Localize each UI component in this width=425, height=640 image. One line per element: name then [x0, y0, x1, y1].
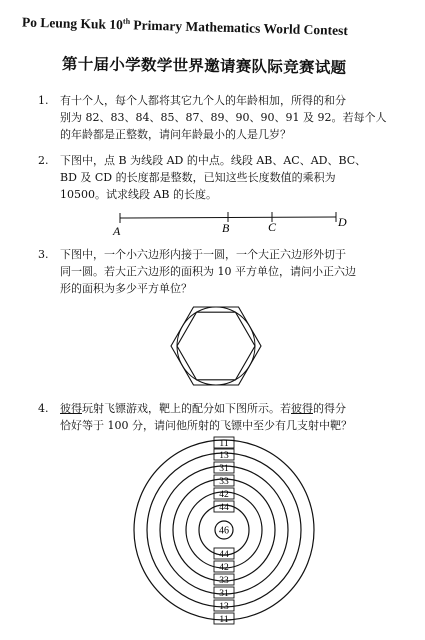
- center-score-label: 46: [219, 525, 229, 537]
- score-label: 33: [219, 477, 229, 487]
- question-number: 4.: [38, 402, 49, 415]
- large-hexagon: [171, 307, 261, 385]
- line-segment-diagram: [100, 208, 360, 238]
- score-label: 44: [219, 503, 229, 513]
- point-b-label: B: [222, 221, 230, 235]
- score-label: 13: [219, 451, 229, 461]
- question-number: 2.: [38, 154, 49, 167]
- score-label: 31: [219, 589, 229, 599]
- score-label: 42: [219, 490, 229, 500]
- score-label: 13: [219, 602, 229, 612]
- question-text: 彼得玩射飞镖游戏，靶上的配分如下图所示。若彼得的得分 恰好等于 100 分，请问他所射的飞镖中至少有几支射中靶？: [60, 402, 352, 432]
- score-label: 42: [219, 563, 229, 573]
- point-c-label: C: [268, 220, 277, 234]
- question-text: 下图中，点 B 为线段 AD 的中点。线段 AB、AC、AD、BC、 BD 及 CD 的长度都是整数，已知这些长度数值的乘积为 10500。试求线段 AB 的长度。: [60, 154, 367, 201]
- contest-title-zh: 第十届小学数学世界邀请赛队际竞赛试题: [61, 54, 347, 77]
- inscribed-circle: [177, 307, 255, 385]
- score-label: 44: [219, 550, 229, 560]
- question-text: 有十个人，每个人都将其它九个人的年龄相加，所得的和分 别为 82、83、84、85、87、89、90、90、91 及 92。若每个人 的年龄都是正整数，请问年龄最小的人是几岁？: [60, 94, 387, 141]
- question-text: 下图中，一个小六边形内接于一圆，一个大正六边形外切于 同一圆。若大正六边形的面积为 10 平方单位，请问小正六边 形的面积为多少平方单位？: [60, 248, 356, 295]
- score-label: 11: [219, 615, 229, 625]
- hexagon-circle-diagram: [166, 298, 266, 394]
- score-label: 11: [219, 439, 229, 449]
- small-hexagon: [177, 312, 255, 380]
- point-d-label: D: [338, 215, 347, 229]
- name-peter: 彼得: [60, 402, 82, 415]
- question-number: 3.: [38, 248, 49, 261]
- score-label: 33: [219, 576, 229, 586]
- point-a-label: A: [113, 224, 121, 238]
- score-label: 31: [219, 464, 229, 474]
- contest-title-en: Po Leung Kuk 10th Primary Mathematics World Contest: [21, 14, 349, 39]
- dartboard-diagram: [124, 434, 324, 634]
- name-peter: 彼得: [291, 402, 313, 415]
- question-number: 1.: [38, 94, 49, 107]
